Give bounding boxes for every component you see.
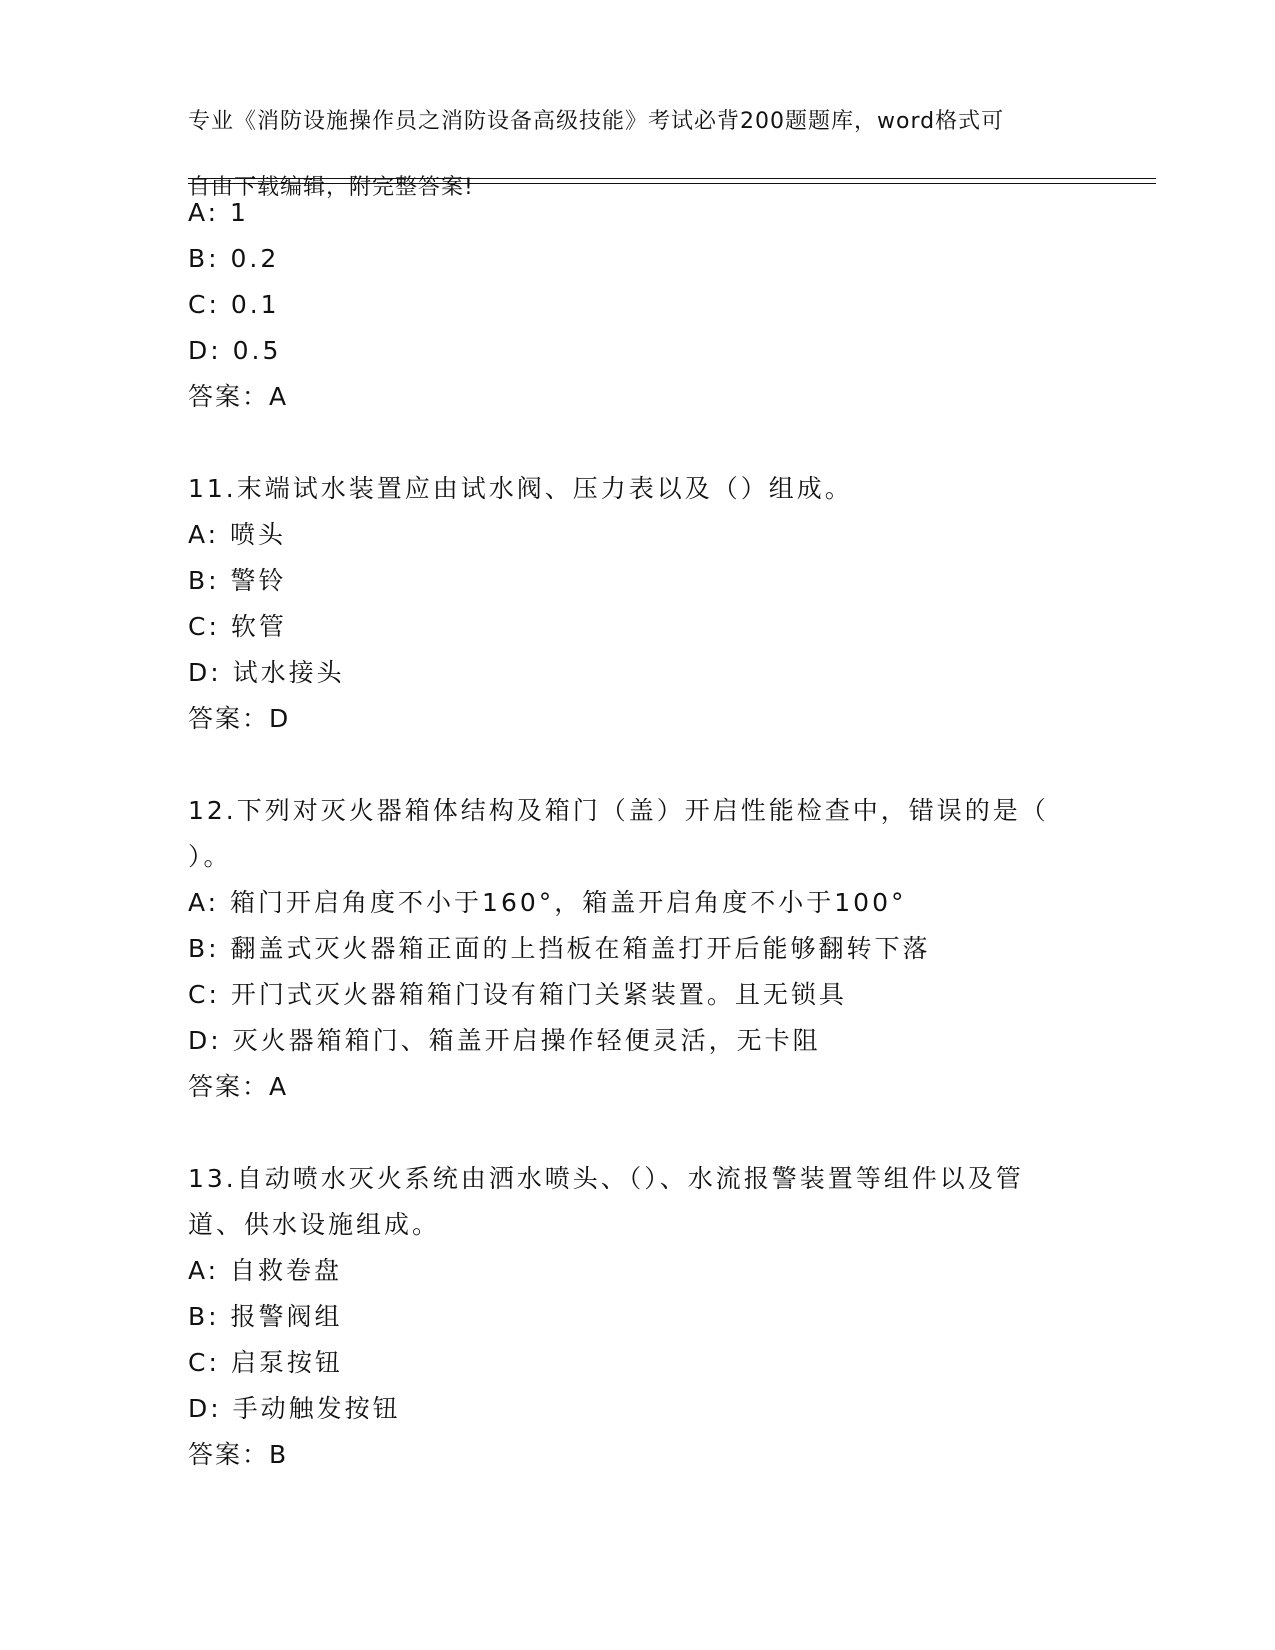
option-b: B: 0.2 — [188, 244, 280, 273]
answer-line: 答案：D — [188, 704, 291, 733]
option-d: D: 手动触发按钮 — [188, 1394, 401, 1423]
option-a: A: 喷头 — [188, 520, 287, 549]
option-b: B: 警铃 — [188, 566, 287, 595]
option-a: A: 1 — [188, 198, 249, 227]
option-b: B: 翻盖式灭火器箱正面的上挡板在箱盖打开后能够翻转下落 — [188, 934, 931, 963]
option-d: D: 灭火器箱箱门、箱盖开启操作轻便灵活，无卡阻 — [188, 1026, 821, 1055]
question-stem: 11.末端试水装置应由试水阀、压力表以及（）组成。 — [188, 474, 853, 503]
option-c: C: 开门式灭火器箱箱门设有箱门关紧装置。且无锁具 — [188, 980, 847, 1009]
option-d: D: 0.5 — [188, 336, 282, 365]
header-line-1: 专业《消防设施操作员之消防设备高级技能》考试必背200题题库，word格式可 — [188, 109, 1005, 134]
option-c: C: 软管 — [188, 612, 287, 641]
header-line-2: 自由下载编辑，附完整答案! — [188, 175, 474, 200]
question-11 — [188, 466, 1088, 742]
question-stem-line-2: ）。 — [188, 842, 232, 871]
answer-line: 答案：B — [188, 1440, 289, 1469]
option-c: C: 启泵按钮 — [188, 1348, 343, 1377]
header-divider-bottom — [188, 183, 1156, 184]
option-a: A: 箱门开启角度不小于160°，箱盖开启角度不小于100° — [188, 888, 907, 917]
question-10 — [188, 190, 1088, 420]
answer-line: 答案：A — [188, 1072, 289, 1101]
spacer — [188, 742, 1088, 788]
spacer — [188, 1110, 1088, 1156]
question-stem-line-1: 12.下列对灭火器箱体结构及箱门（盖）开启性能检查中，错误的是（ — [188, 796, 1049, 825]
option-b: B: 报警阀组 — [188, 1302, 343, 1331]
spacer — [188, 420, 1088, 466]
option-a: A: 自救卷盘 — [188, 1256, 343, 1285]
option-d: D: 试水接头 — [188, 658, 345, 687]
header-divider-top — [188, 178, 1156, 179]
question-12 — [188, 788, 1088, 1110]
question-13 — [188, 1156, 1088, 1478]
question-list — [188, 190, 1088, 1478]
option-c: C: 0.1 — [188, 290, 280, 319]
question-stem-line-1: 13.自动喷水灭火系统由洒水喷头、（）、水流报警装置等组件以及管 — [188, 1164, 1024, 1193]
answer-line: 答案：A — [188, 382, 289, 411]
question-stem-line-2: 道、供水设施组成。 — [188, 1210, 441, 1239]
